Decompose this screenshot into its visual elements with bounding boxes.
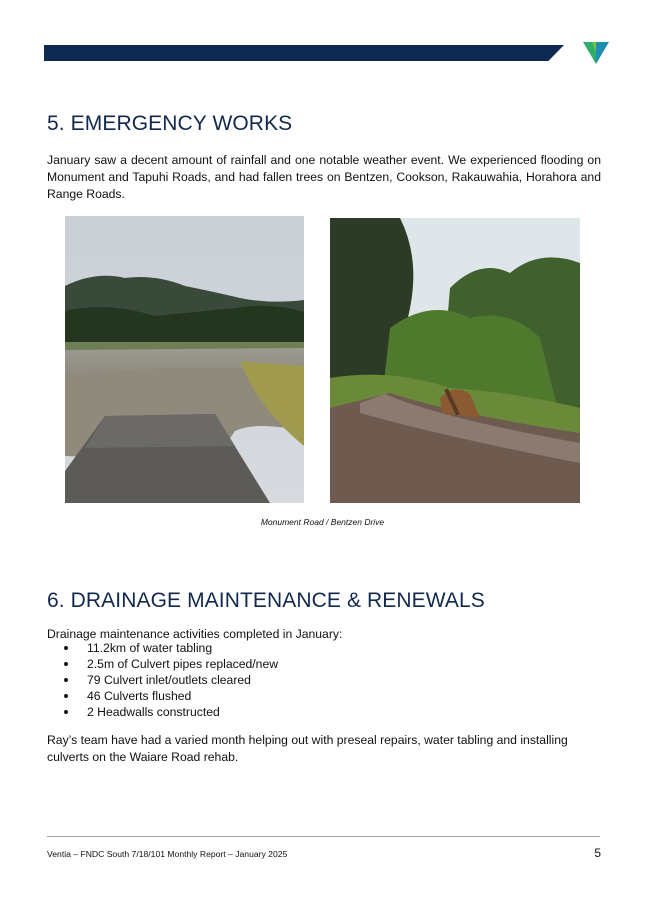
footer-text: Ventia – FNDC South 7/18/101 Monthly Report – January 2025 — [47, 849, 288, 859]
section-heading-emergency-works: 5. EMERGENCY WORKS — [47, 112, 293, 135]
drainage-summary: Ray’s team have had a varied month helping out with preseal repairs, water tabling and installing culverts on the Waiare Road rehab. — [47, 733, 568, 764]
list-item: 11.2km of water tabling — [47, 640, 278, 656]
bullet-icon — [64, 694, 68, 698]
emergency-works-intro: January saw a decent amount of rainfall and one notable weather event. We experienced flooding on Monument and Tapuhi Roads, and had fallen trees on Bentzen, Cookson, Rakauwahia, Horahora and Range Roads. — [47, 153, 601, 201]
flooded-road-photo — [65, 216, 304, 503]
list-item: 2 Headwalls constructed — [47, 704, 278, 720]
list-item: 46 Culverts flushed — [47, 688, 278, 704]
ventia-logo-icon — [583, 42, 609, 64]
drainage-activities-list — [47, 640, 278, 720]
list-item: 2.5m of Culvert pipes replaced/new — [47, 656, 278, 672]
list-item: 79 Culvert inlet/outlets cleared — [47, 672, 278, 688]
header-bar — [44, 45, 564, 61]
footer-divider — [47, 836, 600, 837]
photo-caption: Monument Road / Bentzen Drive — [260, 517, 385, 527]
bullet-icon — [64, 678, 68, 682]
bullet-icon — [64, 710, 68, 714]
drainage-intro: Drainage maintenance activities completed in January: — [47, 627, 343, 641]
fallen-tree-photo — [330, 218, 580, 503]
page-number: 5 — [594, 846, 601, 860]
bullet-icon — [64, 646, 68, 650]
section-heading-drainage: 6. DRAINAGE MAINTENANCE & RENEWALS — [47, 589, 485, 612]
bullet-icon — [64, 662, 68, 666]
